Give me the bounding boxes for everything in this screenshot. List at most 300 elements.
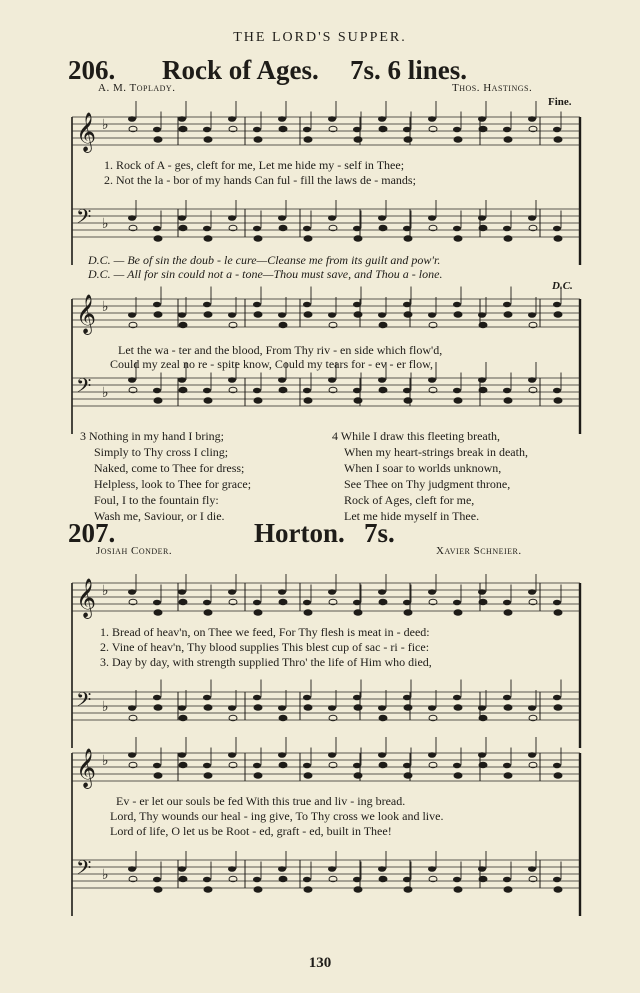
- note-head: [428, 589, 436, 595]
- note-head: [379, 715, 387, 721]
- note-head: [203, 226, 211, 232]
- note-head: [479, 762, 487, 768]
- note-head: [178, 312, 186, 318]
- note-head: [179, 322, 187, 328]
- note-head: [179, 387, 187, 393]
- note-head: [503, 600, 511, 606]
- note-head: [253, 600, 261, 606]
- note-head: [478, 866, 486, 872]
- note-head: [504, 705, 512, 711]
- note-head: [379, 387, 387, 393]
- note-head: [403, 695, 411, 701]
- hymn-207-lyric-5: Lord, Thy wounds our heal - ing give, To Thy cross we look and live.: [110, 809, 444, 823]
- note-head: [253, 877, 261, 883]
- stanza-line: Let me hide myself in Thee.: [344, 509, 480, 523]
- hymn-207-lyric-4: Ev - er let our souls be fed With this true and liv - ing bread.: [116, 794, 406, 808]
- hymn-206-title: Rock of Ages.: [162, 55, 319, 85]
- note-head: [228, 866, 236, 872]
- stanza-line: Naked, come to Thee for dress;: [94, 461, 245, 475]
- note-head: [204, 773, 212, 779]
- note-head: [428, 866, 436, 872]
- note-head: [553, 302, 561, 308]
- note-head: [403, 127, 411, 133]
- note-head: [479, 599, 487, 605]
- note-head: [254, 137, 262, 143]
- note-head: [254, 705, 262, 711]
- note-head: [378, 377, 386, 383]
- note-head: [203, 600, 211, 606]
- note-head: [204, 705, 212, 711]
- note-head: [154, 398, 162, 404]
- note-head: [328, 215, 336, 221]
- note-head: [479, 225, 487, 231]
- flat-icon: ♭: [102, 699, 109, 715]
- note-head: [379, 762, 387, 768]
- stanza-line: Simply to Thy cross I cling;: [94, 445, 229, 459]
- note-head: [528, 752, 536, 758]
- note-head: [553, 763, 561, 769]
- note-head: [404, 312, 412, 318]
- note-head: [503, 877, 511, 883]
- note-head: [504, 312, 512, 318]
- note-head: [204, 610, 212, 616]
- note-head: [354, 312, 362, 318]
- note-head: [353, 877, 361, 883]
- note-head: [128, 377, 136, 383]
- note-head: [503, 695, 511, 701]
- hymn-206-lyric-dc-2: D.C. — All for sin could not a - tone—Thou must save, and Thou a - lone.: [88, 267, 443, 281]
- hymn-207-lyric-3: 3. Day by day, with strength supplied Thro' the life of Him who died,: [100, 655, 432, 669]
- note-head: [278, 377, 286, 383]
- note-head: [153, 763, 161, 769]
- note-head: [228, 377, 236, 383]
- note-head: [378, 705, 386, 711]
- note-head: [154, 887, 162, 893]
- hymn-207-author: Josiah Conder.: [96, 545, 173, 557]
- note-head: [303, 877, 311, 883]
- fine-mark: Fine.: [548, 96, 572, 108]
- note-head: [479, 126, 487, 132]
- note-head: [128, 215, 136, 221]
- note-head: [454, 610, 462, 616]
- note-head: [428, 215, 436, 221]
- stanza-4: [332, 428, 528, 524]
- note-head: [379, 599, 387, 605]
- note-head: [278, 866, 286, 872]
- page-number: 130: [308, 955, 332, 971]
- note-head: [528, 589, 536, 595]
- note-head: [553, 695, 561, 701]
- note-head: [279, 599, 287, 605]
- note-head: [354, 398, 362, 404]
- stanza-3: [80, 428, 251, 524]
- note-head: [454, 312, 462, 318]
- hymn-206-meter: 7s. 6 lines.: [350, 55, 468, 85]
- stanza-line: Helpless, look to Thee for grace;: [94, 477, 252, 491]
- note-head: [554, 398, 562, 404]
- note-head: [253, 763, 261, 769]
- note-head: [279, 876, 287, 882]
- note-head: [554, 887, 562, 893]
- note-head: [503, 388, 511, 394]
- note-head: [453, 600, 461, 606]
- note-head: [253, 127, 261, 133]
- note-head: [178, 377, 186, 383]
- note-head: [353, 302, 361, 308]
- note-head: [454, 137, 462, 143]
- bass-clef-icon: 𝄢: [76, 205, 92, 233]
- note-head: [279, 322, 287, 328]
- note-head: [478, 705, 486, 711]
- note-head: [478, 377, 486, 383]
- note-head: [254, 312, 262, 318]
- hymn-207-number: 207.: [68, 518, 116, 548]
- note-head: [379, 322, 387, 328]
- note-head: [379, 225, 387, 231]
- section-header: THE LORD'S SUPPER.: [233, 30, 407, 45]
- note-head: [453, 226, 461, 232]
- note-head: [503, 763, 511, 769]
- note-head: [304, 773, 312, 779]
- flat-icon: ♭: [102, 299, 109, 315]
- note-head: [279, 762, 287, 768]
- stanza-line: Foul, I to the fountain fly:: [94, 493, 219, 507]
- note-head: [554, 312, 562, 318]
- note-head: [278, 705, 286, 711]
- note-head: [203, 763, 211, 769]
- note-head: [328, 705, 336, 711]
- note-head: [479, 715, 487, 721]
- note-head: [453, 127, 461, 133]
- flat-icon: ♭: [102, 117, 109, 133]
- note-head: [303, 127, 311, 133]
- note-head: [353, 226, 361, 232]
- note-head: [179, 126, 187, 132]
- note-head: [153, 695, 161, 701]
- note-head: [204, 398, 212, 404]
- note-head: [154, 236, 162, 242]
- flat-icon: ♭: [102, 583, 109, 599]
- note-head: [428, 116, 436, 122]
- flat-icon: ♭: [102, 385, 109, 401]
- note-head: [454, 236, 462, 242]
- note-head: [404, 610, 412, 616]
- note-head: [353, 127, 361, 133]
- treble-clef-icon: 𝄞: [76, 112, 97, 152]
- bass-clef-icon: 𝄢: [76, 856, 92, 884]
- note-head: [479, 387, 487, 393]
- note-head: [478, 215, 486, 221]
- note-head: [178, 752, 186, 758]
- note-head: [403, 877, 411, 883]
- note-head: [404, 137, 412, 143]
- flat-icon: ♭: [102, 216, 109, 232]
- note-head: [504, 610, 512, 616]
- note-head: [428, 312, 436, 318]
- note-head: [428, 705, 436, 711]
- hymn-206-lyric-1: 1. Rock of A - ges, cleft for me, Let me hide my - self in Thee;: [104, 158, 405, 172]
- hymn-206-author: A. M. Toplady.: [98, 82, 176, 94]
- note-head: [328, 116, 336, 122]
- hymn-207-lyric-1: 1. Bread of heav'n, on Thee we feed, For Thy flesh is meat in - deed:: [100, 625, 430, 639]
- note-head: [204, 137, 212, 143]
- note-head: [453, 695, 461, 701]
- note-head: [404, 705, 412, 711]
- note-head: [554, 705, 562, 711]
- note-head: [228, 215, 236, 221]
- hymn-206-composer: Thos. Hastings.: [452, 82, 533, 94]
- note-head: [128, 705, 136, 711]
- note-head: [404, 398, 412, 404]
- hymn-207-meter: 7s.: [364, 518, 395, 548]
- note-head: [553, 127, 561, 133]
- note-head: [404, 773, 412, 779]
- note-head: [503, 226, 511, 232]
- note-head: [378, 752, 386, 758]
- note-head: [328, 589, 336, 595]
- note-head: [504, 887, 512, 893]
- note-head: [254, 398, 262, 404]
- note-head: [528, 312, 536, 318]
- note-head: [254, 610, 262, 616]
- note-head: [278, 589, 286, 595]
- note-head: [179, 225, 187, 231]
- note-head: [178, 116, 186, 122]
- note-head: [253, 302, 261, 308]
- note-head: [553, 600, 561, 606]
- note-head: [528, 866, 536, 872]
- note-head: [553, 877, 561, 883]
- note-head: [353, 600, 361, 606]
- hymn-207-lyric-2: 2. Vine of heav'n, Thy blood supplies This blest cup of sac - ri - fice:: [100, 640, 430, 654]
- note-head: [478, 312, 486, 318]
- note-head: [353, 763, 361, 769]
- note-head: [354, 773, 362, 779]
- note-head: [303, 600, 311, 606]
- note-head: [254, 236, 262, 242]
- note-head: [304, 610, 312, 616]
- note-head: [454, 887, 462, 893]
- note-head: [304, 398, 312, 404]
- note-head: [378, 215, 386, 221]
- note-head: [503, 127, 511, 133]
- note-head: [204, 312, 212, 318]
- note-head: [178, 866, 186, 872]
- note-head: [328, 752, 336, 758]
- note-head: [478, 116, 486, 122]
- note-head: [528, 116, 536, 122]
- note-head: [304, 705, 312, 711]
- note-head: [479, 322, 487, 328]
- note-head: [554, 610, 562, 616]
- note-head: [403, 302, 411, 308]
- note-head: [304, 887, 312, 893]
- note-head: [403, 388, 411, 394]
- note-head: [428, 752, 436, 758]
- note-head: [478, 589, 486, 595]
- note-head: [378, 312, 386, 318]
- note-head: [128, 116, 136, 122]
- hymn-206-lyric-dc-1: D.C. — Be of sin the doub - le cure—Cleanse me from its guilt and pow'r.: [88, 253, 441, 267]
- note-head: [428, 377, 436, 383]
- note-head: [478, 752, 486, 758]
- note-head: [179, 715, 187, 721]
- note-head: [454, 705, 462, 711]
- note-head: [553, 226, 561, 232]
- note-head: [203, 302, 211, 308]
- note-head: [153, 877, 161, 883]
- note-head: [378, 589, 386, 595]
- note-head: [379, 126, 387, 132]
- note-head: [179, 762, 187, 768]
- note-head: [153, 226, 161, 232]
- treble-clef-icon: 𝄞: [76, 748, 97, 788]
- bass-clef-icon: 𝄢: [76, 688, 92, 716]
- note-head: [253, 695, 261, 701]
- note-head: [503, 302, 511, 308]
- note-head: [404, 887, 412, 893]
- note-head: [553, 388, 561, 394]
- note-head: [228, 752, 236, 758]
- note-head: [153, 388, 161, 394]
- note-head: [303, 695, 311, 701]
- note-head: [128, 866, 136, 872]
- note-head: [153, 600, 161, 606]
- note-head: [504, 398, 512, 404]
- note-head: [278, 752, 286, 758]
- note-head: [303, 302, 311, 308]
- note-head: [328, 377, 336, 383]
- note-head: [179, 599, 187, 605]
- note-head: [328, 866, 336, 872]
- treble-clef-icon: 𝄞: [76, 578, 97, 618]
- note-head: [154, 137, 162, 143]
- note-head: [453, 877, 461, 883]
- note-head: [178, 705, 186, 711]
- note-head: [279, 225, 287, 231]
- note-head: [228, 312, 236, 318]
- note-head: [328, 312, 336, 318]
- hymn-207-title: Horton.: [254, 518, 345, 548]
- note-head: [403, 600, 411, 606]
- note-head: [304, 312, 312, 318]
- note-head: [154, 312, 162, 318]
- note-head: [403, 226, 411, 232]
- note-head: [479, 876, 487, 882]
- stanza-line: See Thee on Thy judgment throne,: [344, 477, 511, 491]
- note-head: [354, 887, 362, 893]
- note-head: [278, 215, 286, 221]
- note-head: [554, 137, 562, 143]
- note-head: [453, 302, 461, 308]
- note-head: [504, 236, 512, 242]
- note-head: [353, 388, 361, 394]
- note-head: [203, 695, 211, 701]
- stanza-line: Rock of Ages, cleft for me,: [344, 493, 475, 507]
- hymn-206-lyric-3: Let the wa - ter and the blood, From Thy riv - en side which flow'd,: [118, 343, 443, 357]
- note-head: [303, 226, 311, 232]
- treble-clef-icon: 𝄞: [76, 294, 97, 334]
- note-head: [454, 773, 462, 779]
- note-head: [204, 236, 212, 242]
- note-head: [454, 398, 462, 404]
- note-head: [353, 695, 361, 701]
- note-head: [203, 877, 211, 883]
- note-head: [403, 763, 411, 769]
- note-head: [203, 388, 211, 394]
- note-head: [378, 116, 386, 122]
- note-head: [203, 127, 211, 133]
- note-head: [253, 388, 261, 394]
- note-head: [228, 705, 236, 711]
- note-head: [279, 715, 287, 721]
- note-head: [404, 236, 412, 242]
- note-head: [253, 226, 261, 232]
- stanza-line: 3 Nothing in my hand I bring;: [80, 429, 224, 443]
- note-head: [254, 773, 262, 779]
- note-head: [304, 137, 312, 143]
- note-head: [154, 705, 162, 711]
- note-head: [554, 236, 562, 242]
- note-head: [128, 589, 136, 595]
- note-head: [303, 763, 311, 769]
- bass-clef-icon: 𝄢: [76, 374, 92, 402]
- note-head: [504, 137, 512, 143]
- note-head: [228, 589, 236, 595]
- note-head: [204, 887, 212, 893]
- note-head: [453, 763, 461, 769]
- note-head: [228, 116, 236, 122]
- hymn-206-lyric-2: 2. Not the la - bor of my hands Can ful - fill the laws de - mands;: [104, 173, 416, 187]
- note-head: [153, 302, 161, 308]
- note-head: [154, 610, 162, 616]
- note-head: [128, 312, 136, 318]
- note-head: [278, 312, 286, 318]
- note-head: [453, 388, 461, 394]
- note-head: [303, 388, 311, 394]
- note-head: [354, 137, 362, 143]
- note-head: [254, 887, 262, 893]
- note-head: [178, 215, 186, 221]
- note-head: [554, 773, 562, 779]
- note-head: [128, 752, 136, 758]
- note-head: [179, 876, 187, 882]
- stanza-line: When my heart-strings break in death,: [344, 445, 528, 459]
- stanza-line: 4 While I draw this fleeting breath,: [332, 429, 501, 443]
- note-head: [153, 127, 161, 133]
- hymn-206-number: 206.: [68, 55, 116, 85]
- note-head: [504, 773, 512, 779]
- note-head: [354, 610, 362, 616]
- hymn-207-lyric-6: Lord of life, O let us be Root - ed, graft - ed, built in Thee!: [110, 824, 392, 838]
- note-head: [304, 236, 312, 242]
- flat-icon: ♭: [102, 753, 109, 769]
- hymn-206-lyric-4: Could my zeal no re - spite know, Could my tears for - ev - er flow,: [110, 357, 434, 371]
- stanza-line: When I soar to worlds unknown,: [344, 461, 502, 475]
- dc-mark: D.C.: [552, 280, 573, 292]
- note-head: [279, 126, 287, 132]
- note-head: [528, 377, 536, 383]
- note-head: [354, 236, 362, 242]
- note-head: [354, 705, 362, 711]
- note-head: [178, 589, 186, 595]
- note-head: [378, 866, 386, 872]
- note-head: [528, 215, 536, 221]
- note-head: [528, 705, 536, 711]
- hymn-207-composer: Xavier Schneier.: [436, 545, 522, 557]
- note-head: [154, 773, 162, 779]
- note-head: [379, 876, 387, 882]
